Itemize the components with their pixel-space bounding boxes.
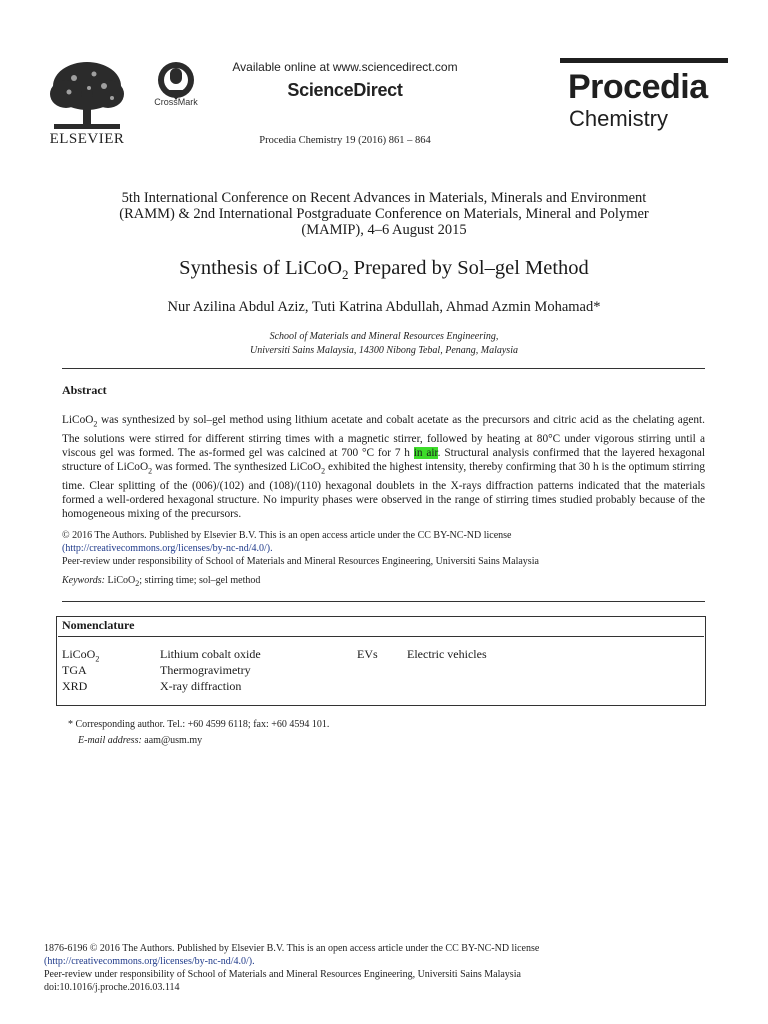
keywords-label: Keywords: [62, 575, 105, 586]
journal-name: Procedia [568, 68, 708, 106]
crossmark-label: CrossMark [154, 97, 198, 107]
nomenclature-box [56, 616, 706, 706]
nomenclature-abbr: LiCoO$_2$ [62, 647, 100, 664]
nomenclature-def: Electric vehicles [407, 647, 487, 661]
nomenclature-abbr: EVs [357, 647, 378, 661]
conference-line: (RAMM) & 2nd International Postgraduate Conference on Materials, Mineral and Polymer [119, 206, 649, 222]
conference-info [60, 190, 708, 238]
publisher-name: ELSEVIER [49, 131, 125, 147]
journal-subtitle: Chemistry [569, 106, 669, 131]
email-address[interactable]: aam@usm.my [141, 735, 203, 746]
keywords: Keywords: LiCoO$_2$; stirring time; sol–gel method [62, 575, 261, 588]
affiliation: School of Materials and Mineral Resources Engineering, Universiti Sains Malaysia, 14300 Nibong Tebal, Penang, Malaysia [250, 331, 518, 356]
email-line: E-mail address: aam@usm.my [78, 735, 203, 746]
doi[interactable]: doi:10.1016/j.proche.2016.03.114 [44, 982, 180, 993]
logo-bar [560, 58, 728, 63]
license-link[interactable]: (http://creativecommons.org/licenses/by-nc-nd/4.0/). [62, 543, 273, 554]
conference-line: (MAMIP), 4–6 August 2015 [301, 222, 467, 238]
nomenclature-abbr: XRD [62, 679, 88, 693]
nomenclature-abbr: TGA [62, 663, 87, 677]
procedia-chemistry-logo [560, 58, 728, 144]
nomenclature-heading: Nomenclature [62, 618, 135, 632]
abstract-heading: Abstract [62, 383, 107, 397]
sciencedirect-logo[interactable]: ScienceDirect [287, 80, 403, 100]
paper-title: Synthesis of LiCoO$_2$ Prepared by Sol–gel Method [179, 257, 589, 283]
highlighted-text[interactable]: in air [413, 446, 438, 459]
footer-license-link[interactable]: (http://creativecommons.org/licenses/by-nc-nd/4.0/). [44, 956, 255, 967]
available-online-text: Available online at www.sciencedirect.com [232, 60, 458, 74]
license-notice: © 2016 The Authors. Published by Elsevier B.V. This is an open access article under the CC BY-NC-ND license (http://creativecommons.org/licenses/by-nc-nd/4.0/). Peer-review under responsibility of School of Materials and Mineral Resources Engineering, Universiti Sains Malaysia [62, 529, 705, 568]
divider [62, 368, 705, 369]
abstract-body: LiCoO$_2$ was synthesized by sol–gel method using lithium acetate and cobalt acetate as the precursors and citric acid as the chelating agent. The solutions were stirred for different stirring times with a magnetic stirrer, followed by heating at 80°C under vigorous stirring until a viscous gel was formed. The as-formed gel was calcined at 700 °C for 7 h in air. Structural analysis confirmed that the layered hexagonal structure of LiCoO$_2$ was formed. The synthesized LiCoO$_2$ exhibited the highest intensity, thereby confirming that 30 h is the optimum stirring time. Clear splitting of the (006)/(102) and (108)/(110) hexagonal doublets in the X-rays diffraction patterns indicated that the materials formed a well-ordered hexagonal structure. No impurity phases were observed in the range of stirring times studied probably because of the homogeneous mixing of the precursors. [62, 414, 705, 521]
authors: Nur Azilina Abdul Aziz, Tuti Katrina Abdullah, Ahmad Azmin Mohamad* [167, 299, 601, 315]
journal-reference: Procedia Chemistry 19 (2016) 861 – 864 [259, 135, 431, 146]
page-footer: 1876-6196 © 2016 The Authors. Published by Elsevier B.V. This is an open access article under the CC BY-NC-ND license (http://creativecommons.org/licenses/by-nc-nd/4.0/). Peer-review under responsibility of School of Materials and Mineral Resources Engineering, Universiti Sains Malaysia doi:10.1016/j.proche.2016.03.114 [44, 942, 724, 994]
divider [62, 601, 705, 602]
nomenclature-rule [58, 636, 704, 637]
nomenclature-def: Thermogravimetry [160, 663, 251, 677]
corresponding-author: * Corresponding author. Tel.: +60 4599 6118; fax: +60 4594 101. [68, 719, 330, 730]
nomenclature-def: X-ray diffraction [160, 679, 242, 693]
conference-line: 5th International Conference on Recent Advances in Materials, Minerals and Environment [121, 190, 647, 206]
nomenclature-def: Lithium cobalt oxide [160, 647, 261, 661]
